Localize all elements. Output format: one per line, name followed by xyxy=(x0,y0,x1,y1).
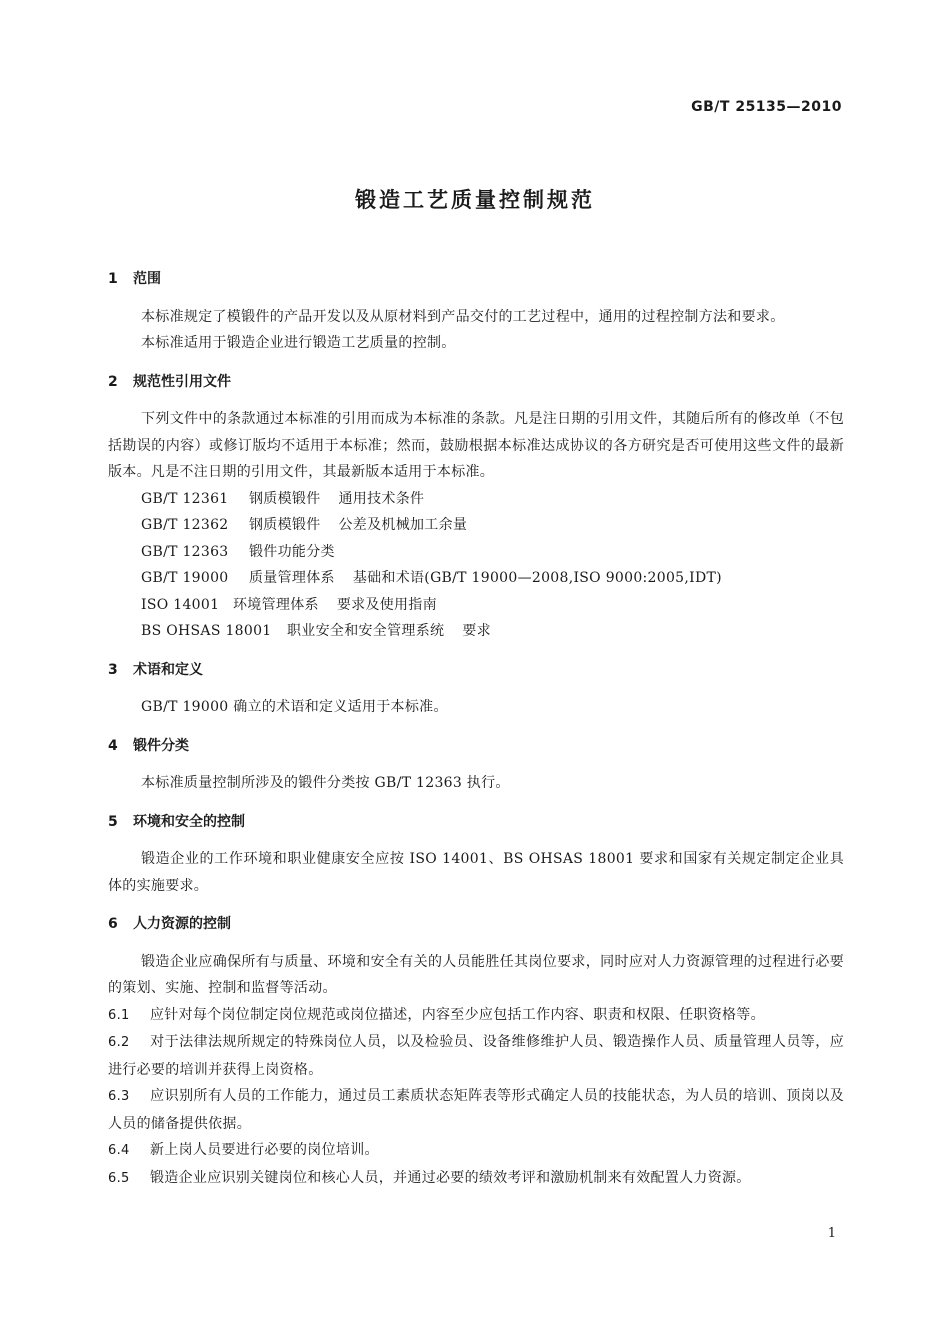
paragraph: 本标准质量控制所涉及的锻件分类按 GB/T 12363 执行。 xyxy=(141,775,510,791)
section-number: 6 xyxy=(108,916,118,932)
section-heading-2 xyxy=(108,369,844,396)
reference-item xyxy=(141,565,844,592)
clause xyxy=(108,1165,844,1193)
clause-text: 对于法律法规所规定的特殊岗位人员，以及检验员、设备维修维护人员、锻造操作人员、质量管理人员等，应进行必要的培训并获得上岗资格。 xyxy=(108,1034,844,1078)
paragraph: 锻造企业应确保所有与质量、环境和安全有关的人员能胜任其岗位要求，同时应对人力资源管理的过程进行必要的策划、实施、控制和监督等活动。 xyxy=(108,953,844,996)
page-number: 1 xyxy=(827,1226,836,1241)
paragraph: 本标准规定了模锻件的产品开发以及从原材料到产品交付的工艺过程中，通用的过程控制方法和要求。 xyxy=(141,308,785,325)
section-number: 5 xyxy=(108,813,118,830)
reference-item xyxy=(141,592,844,619)
clause-number: 6.5 xyxy=(108,1170,130,1186)
section-heading-6 xyxy=(108,911,844,938)
reference-item xyxy=(141,618,844,645)
reference-subtitle: 要求 xyxy=(462,623,491,639)
paragraph: 本标准适用于锻造企业进行锻造工艺质量的控制。 xyxy=(141,335,456,351)
reference-code: ISO 14001 xyxy=(141,596,220,613)
clause-number: 6.4 xyxy=(108,1143,130,1158)
reference-title: 质量管理体系 xyxy=(249,570,335,586)
clause-text: 锻造企业应识别关键岗位和核心人员，并通过必要的绩效考评和激励机制来有效配置人力资源。 xyxy=(150,1169,751,1186)
section-number: 2 xyxy=(108,373,118,390)
reference-title: 职业安全和安全管理系统 xyxy=(287,623,445,639)
paragraph: GB/T 19000 确立的术语和定义适用于本标准。 xyxy=(141,699,448,715)
reference-title: 锻件功能分类 xyxy=(249,543,335,560)
reference-subtitle: 要求及使用指南 xyxy=(336,596,437,613)
clause-number: 6.2 xyxy=(108,1035,130,1050)
reference-code: GB/T 19000 xyxy=(141,570,229,586)
clause-number: 6.1 xyxy=(108,1007,130,1023)
clause-text: 应针对每个岗位制定岗位规范或岗位描述，内容至少应包括工作内容、职责和权限、任职资格等。 xyxy=(150,1006,765,1023)
section-heading-5 xyxy=(108,809,844,836)
clause xyxy=(108,1002,844,1030)
section-title: 锻件分类 xyxy=(133,737,189,754)
reference-item xyxy=(141,486,844,513)
reference-code: GB/T 12361 xyxy=(141,490,229,507)
section-title: 环境和安全的控制 xyxy=(133,813,245,830)
section-heading-1 xyxy=(108,266,844,293)
reference-title: 环境管理体系 xyxy=(233,596,319,613)
clause-text: 应识别所有人员的工作能力，通过员工素质状态矩阵表等形式确定人员的技能状态，为人员的培训、顶岗以及人员的储备提供依据。 xyxy=(108,1088,844,1132)
reference-title: 钢质模锻件 xyxy=(249,490,321,507)
standard-number: GB/T 25135—2010 xyxy=(691,99,842,115)
section-number: 4 xyxy=(108,737,118,754)
reference-title: 钢质模锻件 xyxy=(249,517,321,533)
reference-code: GB/T 12363 xyxy=(141,543,229,560)
reference-item xyxy=(141,512,844,539)
clause-number: 6.3 xyxy=(108,1089,130,1104)
document-body xyxy=(108,266,844,1192)
section-number: 1 xyxy=(108,271,118,287)
reference-subtitle: 基础和术语(GB/T 19000—2008,ISO 9000:2005,IDT) xyxy=(352,570,722,586)
section-heading-3 xyxy=(108,657,844,684)
section-number: 3 xyxy=(108,661,118,678)
clause xyxy=(108,1029,844,1083)
clause-text: 新上岗人员要进行必要的岗位培训。 xyxy=(150,1142,379,1158)
section-heading-4 xyxy=(108,733,844,760)
reference-code: BS OHSAS 18001 xyxy=(141,623,272,639)
reference-subtitle: 通用技术条件 xyxy=(338,490,425,507)
section-title: 人力资源的控制 xyxy=(133,916,231,932)
clause xyxy=(108,1083,844,1137)
reference-item xyxy=(141,539,844,566)
clause xyxy=(108,1137,844,1165)
document-title: 锻造工艺质量控制规范 xyxy=(355,188,595,212)
reference-subtitle: 公差及机械加工余量 xyxy=(338,517,468,533)
reference-code: GB/T 12362 xyxy=(141,517,229,533)
paragraph: 锻造企业的工作环境和职业健康安全应按 ISO 14001、BS OHSAS 18001 要求和国家有关规定制定企业具体的实施要求。 xyxy=(108,851,844,894)
section-title: 范围 xyxy=(133,271,161,287)
section-title: 术语和定义 xyxy=(133,661,203,678)
paragraph: 下列文件中的条款通过本标准的引用而成为本标准的条款。凡是注日期的引用文件，其随后所有的修改单（不包括勘误的内容）或修订版均不适用于本标准；然而，鼓励根据本标准达成协议的各方研究是否可使用这些文件的最新版本。凡是不注日期的引用文件，其最新版本适用于本标准。 xyxy=(108,411,844,480)
section-title: 规范性引用文件 xyxy=(133,373,231,390)
